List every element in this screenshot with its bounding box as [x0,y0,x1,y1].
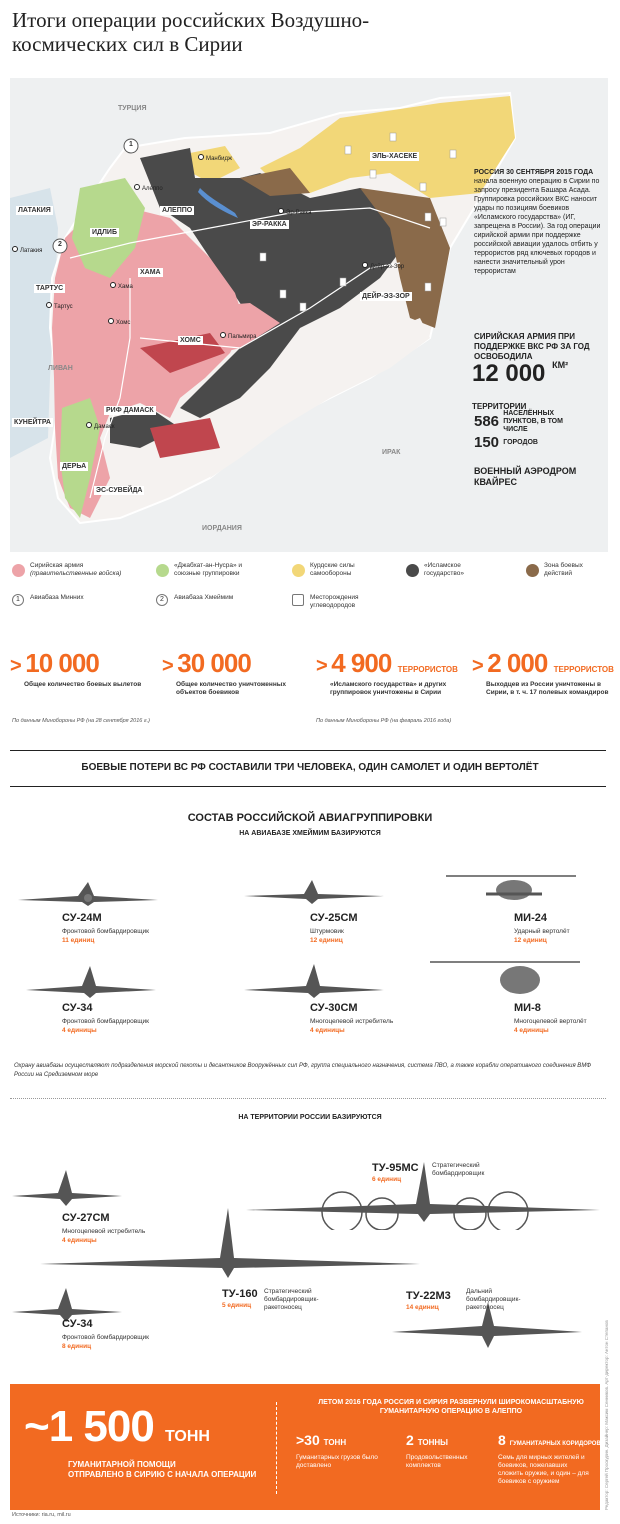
stat-objects: > 30 000 Общее количество уничтоженных объектов боевиков [162,648,302,697]
city-label: Тартус [46,302,73,310]
city-label: Дейр-эз-Зор [362,262,404,270]
liberation-heading: СИРИЙСКАЯ АРМИЯ ПРИ ПОДДЕРЖКЕ ВКС РФ ЗА ГОД ОСВОБОДИЛА [474,332,590,361]
city-label: Эр-Ракка [278,208,312,216]
aid-cargo [296,1432,386,1470]
stat-value: 4 900 [331,648,392,678]
aid-corridors [498,1432,601,1486]
legend-label: «Исламское государство» [424,562,464,577]
aid-cargo-text: Гуманитарных грузов было доставлено [296,1454,378,1469]
aircraft-type: Дальний бомбардировщик-ракетоносец [466,1288,521,1311]
aircraft-type: Фронтовой бомбардировщик [62,1334,150,1341]
aid-value: ~1 500 [24,1402,154,1451]
region-label: ЭР-РАККА [252,221,287,228]
legend-label: Авиабаза Хмеймим [174,594,234,601]
country-label: ИОРДАНИЯ [202,525,242,532]
airbase-1-marker: 1 [129,141,133,148]
group-title: СОСТАВ РОССИЙСКОЙ АВИАГРУППИРОВКИ [187,812,433,824]
aircraft-count: 12 единиц [514,937,547,944]
footer-source: Источники: ria.ru, mil.ru [12,1512,71,1518]
humanitarian-banner [10,1384,600,1510]
legend-airbase-1 [12,594,112,602]
aircraft-count: 14 единиц [406,1304,439,1311]
su30sm-silhouette [244,956,384,1000]
aircraft-count: 5 единиц [222,1302,252,1309]
stat-terrorists-isis: > 4 900 ТЕРРОРИСТОВ «Исламского государства» и других группировок уничтожены в Сирии [316,648,466,697]
legend-sublabel: (правительственные войска) [30,570,122,577]
aircraft-type: Стратегический бомбардировщик [432,1162,485,1177]
country-label: ТУРЦИЯ [118,105,147,112]
aircraft-name: СУ-34 [62,1318,93,1330]
operation-stats [10,648,614,728]
aircraft-type: Стратегический бомбардировщик-ракетоносец [264,1288,319,1311]
aircraft-count: 4 единицы [310,1027,345,1034]
su34-silhouette [26,960,156,1000]
russia-subtitle: НА ТЕРРИТОРИИ РОССИИ БАЗИРУЮТСЯ [238,1114,382,1121]
stat-value: 2 000 [487,648,548,678]
aircraft-count: 12 единиц [310,937,343,944]
aid-cargo-unit: ТОНН [323,1438,347,1447]
stats-source: По данным Минобороны РФ (на февраль 2016 года) [316,718,452,724]
legend-swatch [526,564,539,577]
aircraft-name: ТУ-22М3 [406,1290,451,1302]
credits: Редактор: Сергей Проскурин. Дизайнер: Максим Сенников. Арт-директор: Антон Степанов [604,1320,609,1510]
aircraft-type: Штурмовик [310,928,344,935]
settlements-label: НАСЕЛЁННЫХ ПУНКТОВ, В ТОМ ЧИСЛЕ [503,410,563,433]
liberated-settlements [474,410,589,451]
legend-label: Месторождения углеводородов [310,594,359,609]
legend-label: Авиабаза Минних [30,594,84,601]
losses-statement: БОЕВЫЕ ПОТЕРИ ВС РФ СОСТАВИЛИ ТРИ ЧЕЛОВЕКА, ОДИН САМОЛЕТ И ОДИН ВЕРТОЛЁТ [81,762,539,773]
operation-text-2: За год операции сирийской армии при поддержке российской авиации удалось отбить у террористов ряд ключевых городов и нанести значительный урон террористам [474,223,601,275]
city-label: Алеппо [134,184,163,192]
legend-kurds [292,562,382,578]
stat-word: ТЕРРОРИСТОВ [397,665,458,674]
oil-field-icon [292,594,304,606]
aircraft-count: 6 единиц [372,1176,402,1183]
country-label: ЛИВАН [48,365,73,372]
aircraft-type: Многоцелевой истребитель [310,1018,394,1025]
aircraft-type: Фронтовой бомбардировщик [62,928,150,935]
area-value: 12 000 [472,360,546,387]
aircraft-count: 4 единицы [62,1237,97,1244]
mi24-silhouette [446,870,576,910]
legend-label: Сирийская армия [30,562,84,569]
aircraft-name: СУ-25СМ [310,912,358,924]
region-label: КУНЕЙТРА [14,419,51,426]
aircraft-name: ТУ-95МС [372,1162,419,1174]
aid-corridors-value: 8 [498,1432,506,1448]
area-unit: КМ² [552,360,569,370]
airbase-2-marker: 2 [58,241,62,248]
legend-label: «Джабхат-ан-Нусра» и союзные группировки [174,562,243,577]
aid-food-text: Продовольственных комплектов [406,1454,468,1469]
legend-nusra [156,562,266,578]
legend-combat [526,562,606,578]
divider [276,1402,277,1494]
airbase-pin-icon: 1 [12,594,24,606]
region-label: ЭС-СУВЕЙДА [96,487,143,494]
airbase-security-note: Охрану авиабазы осуществляют подразделения морской пехоты и десантников Вооружённых сил РФ, группа специального назначения, система ПВО, а также корабли оперативного соединения ВМФ России на Средиземном море [14,1063,592,1078]
region-label: ХОМС [180,337,201,344]
aircraft-type: Фронтовой бомбардировщик [62,1018,150,1025]
region-label: ЛАТАКИЯ [18,207,51,214]
aid-food [406,1432,484,1470]
city-label: Латакия [12,246,42,254]
legend-swatch [12,564,25,577]
city-label: Пальмира [220,332,256,340]
operation-description [474,168,606,276]
legend-fields [292,594,392,610]
aircraft-type: Многоцелевой вертолёт [514,1018,587,1025]
aid-desc-1: ГУМАНИТАРНОЙ ПОМОЩИ [68,1460,176,1469]
operation-lead: РОССИЯ 30 СЕНТЯБРЯ 2015 ГОДА [474,169,594,176]
legend-syrian-army [12,562,152,578]
aircraft-name: СУ-27СМ [62,1212,110,1224]
stat-sorties: > 10 000 Общее количество боевых вылетов [10,648,150,689]
aid-unit: ТОНН [165,1428,210,1445]
liberated-area [472,360,620,416]
map-legend [12,558,608,620]
stat-word: ТЕРРОРИСТОВ [553,665,614,674]
aid-corridors-unit: ГУМАНИТАРНЫХ КОРИДОРОВ [509,1441,601,1447]
region-label: ИДЛИБ [92,229,117,236]
su25sm-silhouette [244,876,384,906]
aid-desc-2: ОТПРАВЛЕНО В СИРИЮ С НАЧАЛА ОПЕРАЦИИ [68,1470,257,1479]
area-label: ТЕРРИТОРИИ [472,402,527,411]
aircraft-count: 4 единицы [514,1027,549,1034]
airbase-pin-icon: 2 [156,594,168,606]
su24m-silhouette [18,874,158,908]
aleppo-operation-heading: ЛЕТОМ 2016 ГОДА РОССИЯ И СИРИЯ РАЗВЕРНУЛИ ШИРОКОМАСШТАБНУЮ ГУМАНИТАРНУЮ ОПЕРАЦИЮ В АЛЕППО [318,1399,584,1415]
stat-desc: Общее количество уничтоженных объектов боевиков [176,681,286,696]
aircraft-name: СУ-30СМ [310,1002,358,1014]
city-label: Хама [110,282,133,290]
country-label: ИРАК [382,449,401,456]
aid-food-value: 2 [406,1432,414,1448]
aircraft-type: Ударный вертолёт [514,928,570,935]
operation-text-1: начала военную операцию в Сирии по запросу президента Башара Асада. Группировка российских ВКС наносит удары по позициям боевиков «Исламского государства» (ИГ, запрещена в России). [474,178,600,230]
mi8-silhouette [430,956,580,1000]
region-label: ТАРТУС [36,285,64,292]
aircraft-name: СУ-34 [62,1002,93,1014]
aircraft-count: 8 единиц [62,1343,92,1350]
divider [10,1098,606,1099]
aid-total [24,1402,210,1452]
region-label: АЛЕППО [162,207,193,214]
legend-airbase-2 [156,594,256,602]
khmeimim-subtitle: НА АВИАБАЗЕ ХМЕЙМИМ БАЗИРУЮТСЯ [239,830,381,837]
aircraft-type: Многоцелевой истребитель [62,1228,146,1235]
stat-desc: Выходцев из России уничтожены в Сирии, в т. ч. 17 полевых командиров [486,681,609,696]
region-label: ХАМА [140,269,161,276]
region-label: ЭЛЬ-ХАСЕКЕ [372,153,418,160]
aircraft-count: 4 единицы [62,1027,97,1034]
divider [10,786,606,787]
stat-value: 30 000 [177,648,251,678]
stats-source: По данным Минобороны РФ (на 28 сентября 2016 г.) [12,718,150,724]
cities-value: 150 [474,434,500,451]
cities-label: ГОРОДОВ [503,439,538,447]
legend-isis [406,562,496,578]
aircraft-name: МИ-8 [514,1002,541,1014]
aircraft-name: МИ-24 [514,912,547,924]
divider [10,750,606,751]
aid-food-unit: ТОННЫ [417,1438,448,1447]
aid-corridors-text: Семь для мирных жителей и боевиков, пожелавших сложить оружие, и один – для боевиков с оружием [498,1454,589,1485]
page-title: Итоги операции российских Воздушно-космических сил в Сирии [12,8,370,56]
legend-swatch [156,564,169,577]
airfield-note: ВОЕННЫЙ АЭРОДРОМ КВАЙРЕС [474,466,577,487]
region-label: ДЕРЬА [62,463,87,470]
city-label: Хомс [108,318,130,326]
city-label: Дамаск [86,422,115,430]
region-label: РИФ ДАМАСК [106,407,154,414]
region-label: ДЕЙР-ЭЗ-ЗОР [362,293,410,300]
aid-description [68,1460,256,1480]
city-label: Манбидж [198,154,232,162]
aircraft-name: СУ-24М [62,912,102,924]
aid-cargo-value: >30 [296,1432,320,1448]
legend-swatch [292,564,305,577]
settlements-value: 586 [474,412,500,430]
aircraft-name: ТУ-160 [222,1288,258,1300]
aircraft-count: 11 единиц [62,937,95,944]
stat-desc: Общее количество боевых вылетов [24,681,142,688]
su27sm-silhouette [12,1166,122,1208]
legend-swatch [406,564,419,577]
stat-terrorists-russia: > 2 000 ТЕРРОРИСТОВ Выходцев из России уничтожены в Сирии, в т. ч. 17 полевых командиров [472,648,614,696]
stat-value: 10 000 [25,648,99,678]
legend-label: Курдские силы самообороны [310,562,355,577]
stat-desc: «Исламского государства» и других группировок уничтожены в Сирии [330,681,447,696]
legend-label: Зона боевых действий [544,562,583,577]
